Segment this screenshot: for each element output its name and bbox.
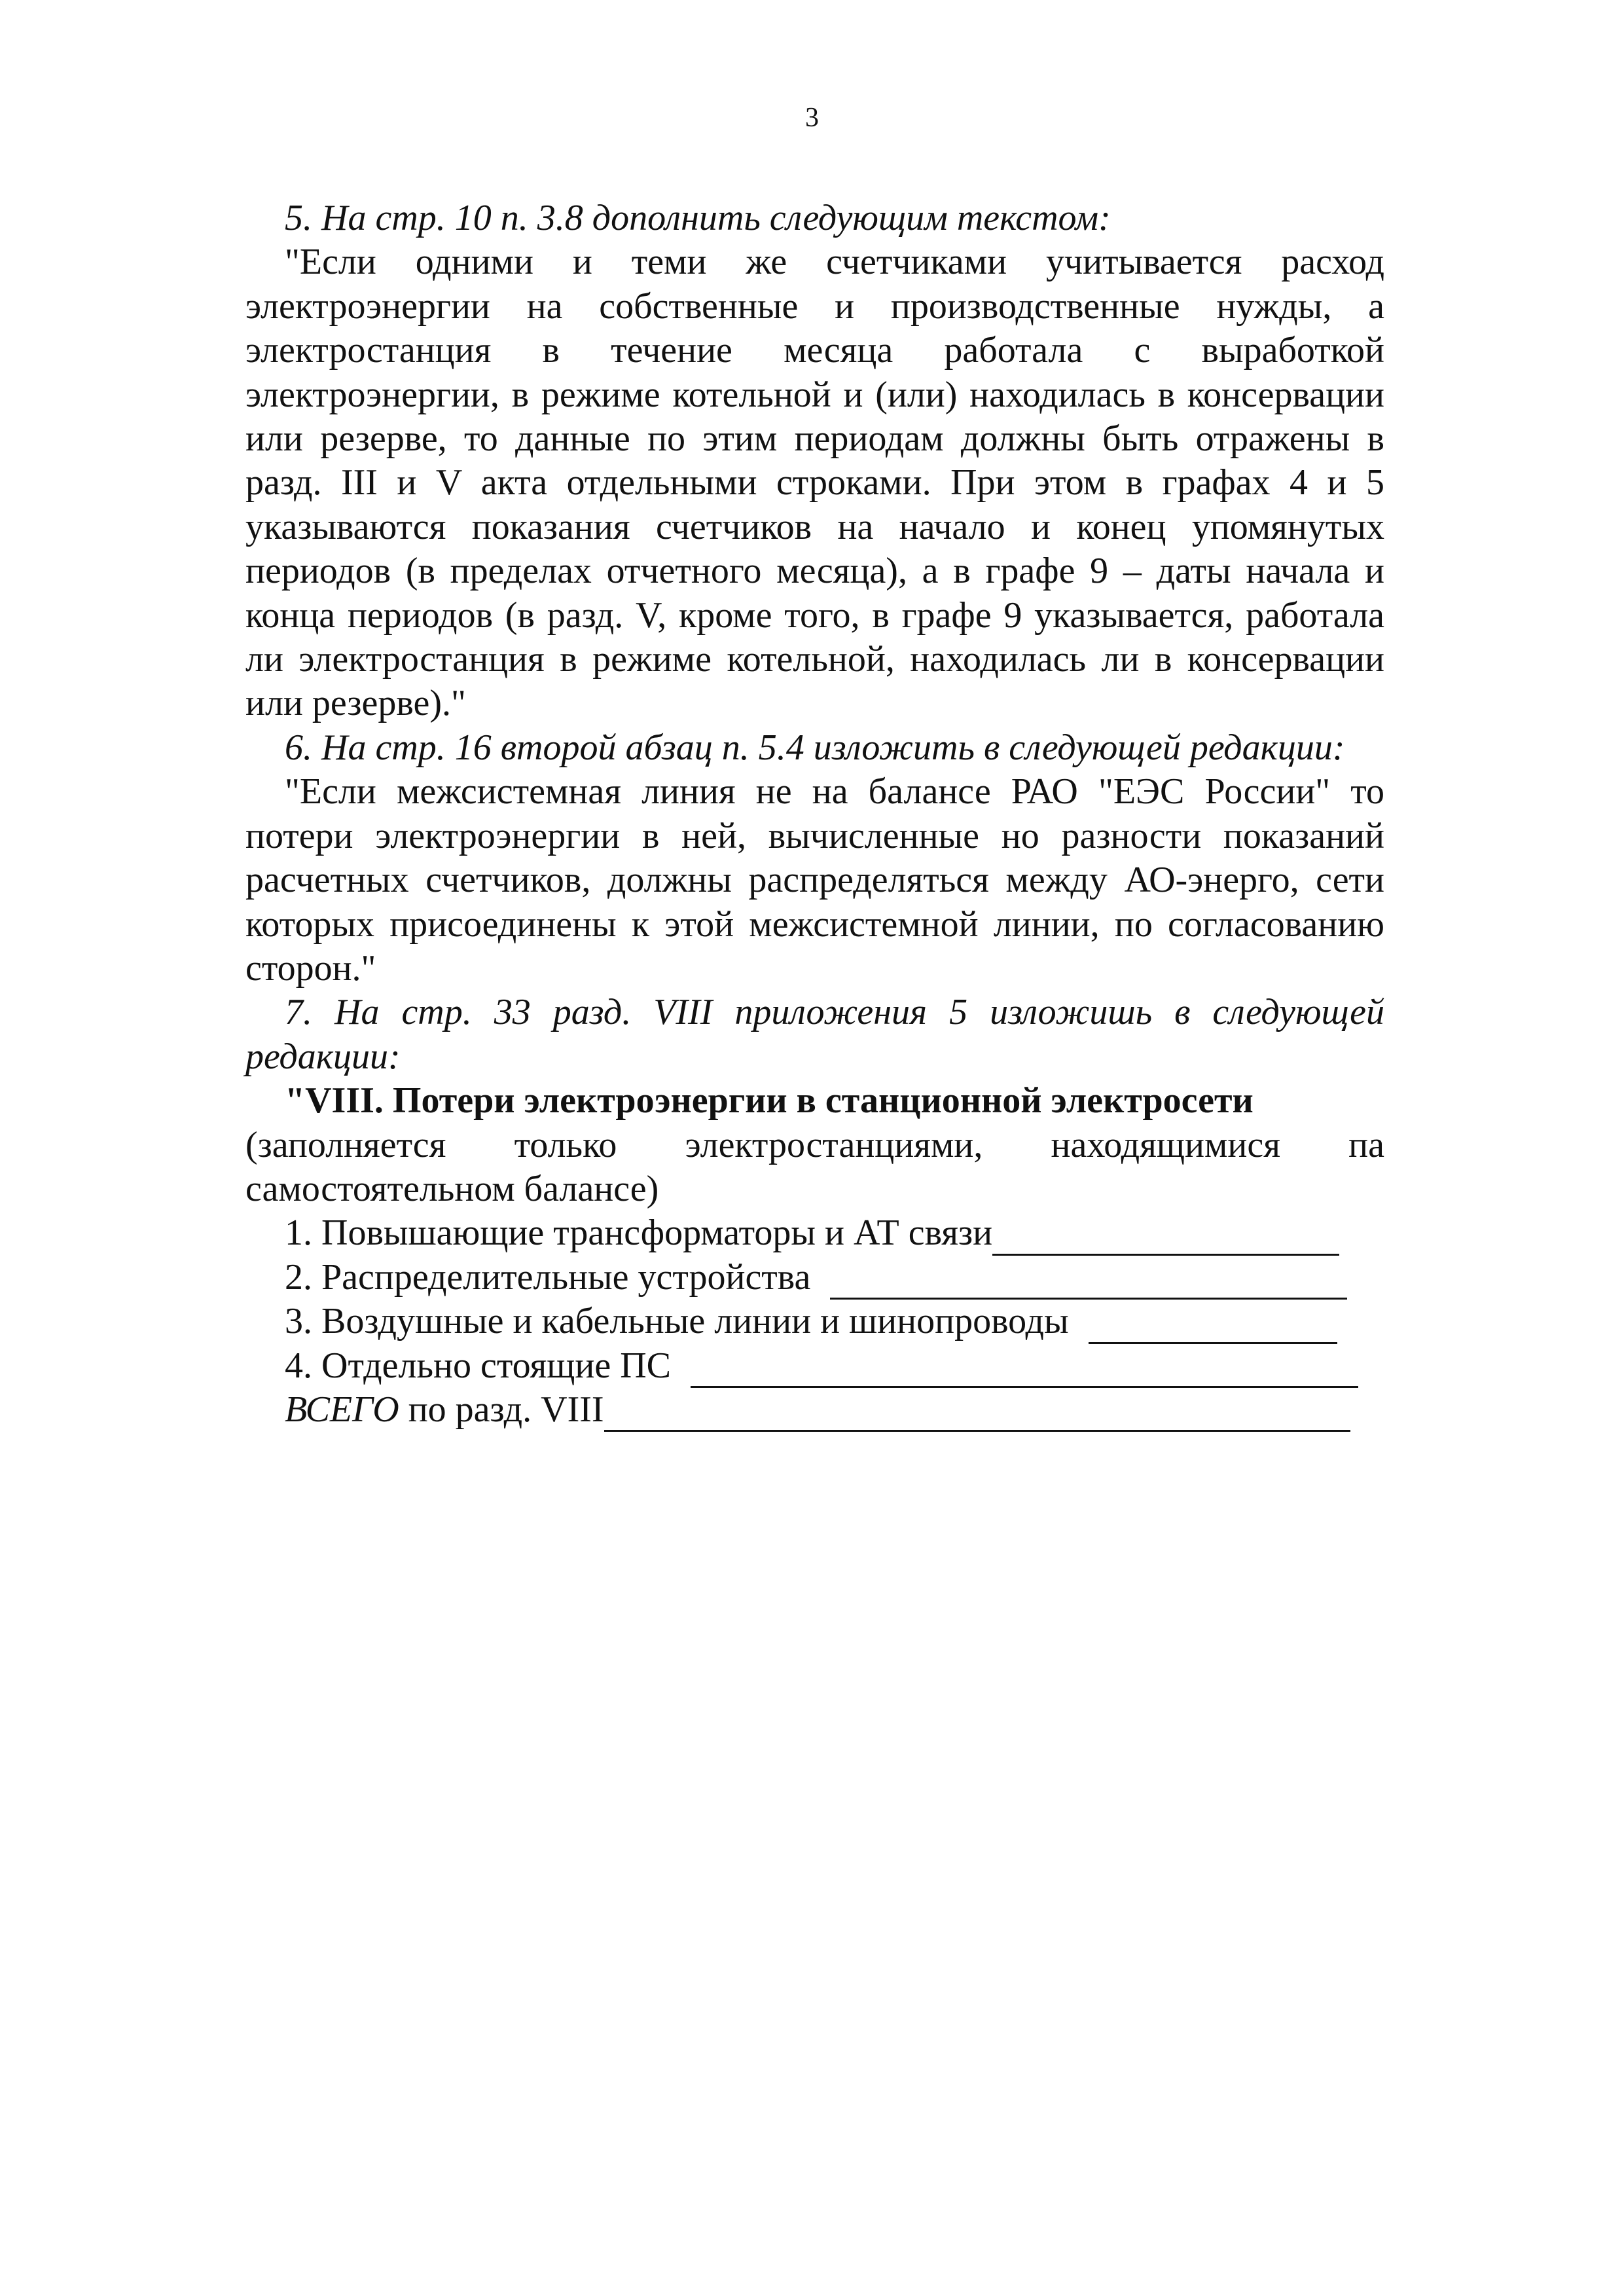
form-line-label: 3. Воздушные и кабельные линии и шинопроводы [285,1301,1069,1342]
document-body [245,196,1384,1432]
form-line-2 [245,1256,1384,1300]
form-line-label: 1. Повышающие трансформаторы и АТ связи [285,1212,993,1254]
fill-in-blank [691,1351,1358,1388]
item-6-heading: 6. На стр. 16 второй абзац п. 5.4 изложить в следующей редакции: [285,727,1345,768]
form-line-1 [245,1211,1384,1255]
total-word: ВСЕГО [285,1389,399,1430]
fill-in-blank [830,1262,1347,1300]
form-line-label: 4. Отдельно стоящие ПС [285,1345,671,1386]
fill-in-blank [1089,1307,1337,1344]
fill-in-blank [992,1218,1339,1256]
form-line-4 [245,1344,1384,1388]
page-number: 3 [805,103,819,133]
section-viii-title: "VIII. Потери электроэнергии в станционной электросети [285,1080,1254,1121]
total-rest: по разд. VIII [399,1389,604,1430]
fill-in-blank [604,1394,1350,1432]
form-line-3 [245,1300,1384,1343]
section-viii-note: (заполняется только электростанциями, находящимися па самостоятельном балансе) [245,1124,1384,1209]
item-5-heading: 5. На стр. 10 п. 3.8 дополнить следующим текстом: [285,198,1111,238]
item-6-text: "Если межсистемная линия не на балансе РАО "ЕЭС России" то потери электроэнергии в ней, вычисленные но разности показаний расчетных счетчиков, должны распределяться между АО-энерго, сети которых присоединены к этой межсистемной линии, по согласованию сторон." [245,771,1384,989]
form-line-label: 2. Распределительные устройства [285,1256,811,1298]
item-7-heading: 7. На стр. 33 разд. VIII приложения 5 изложишь в следующей редакции: [245,992,1384,1077]
total-line [245,1388,1384,1432]
item-5-text: "Если одними и теми же счетчиками учитывается расход электроэнергии на собственные и производственные нужды, а электростанция в течение месяца работала с выработкой электроэнергии, в режиме котельной и (или) находилась в консервации или резерве, то данные по этим периодам должны быть отражены в разд. III и V акта отдельными строками. При этом в графах 4 и 5 указываются показания счетчиков на начало и конец упомянутых периодов (в пределах отчетного месяца), а в графе 9 – даты начала и конца периодов (в разд. V, кроме того, в графе 9 указывается, работала ли электростанция в режиме котельной, находилась ли в консервации или резерве)." [245,242,1384,724]
